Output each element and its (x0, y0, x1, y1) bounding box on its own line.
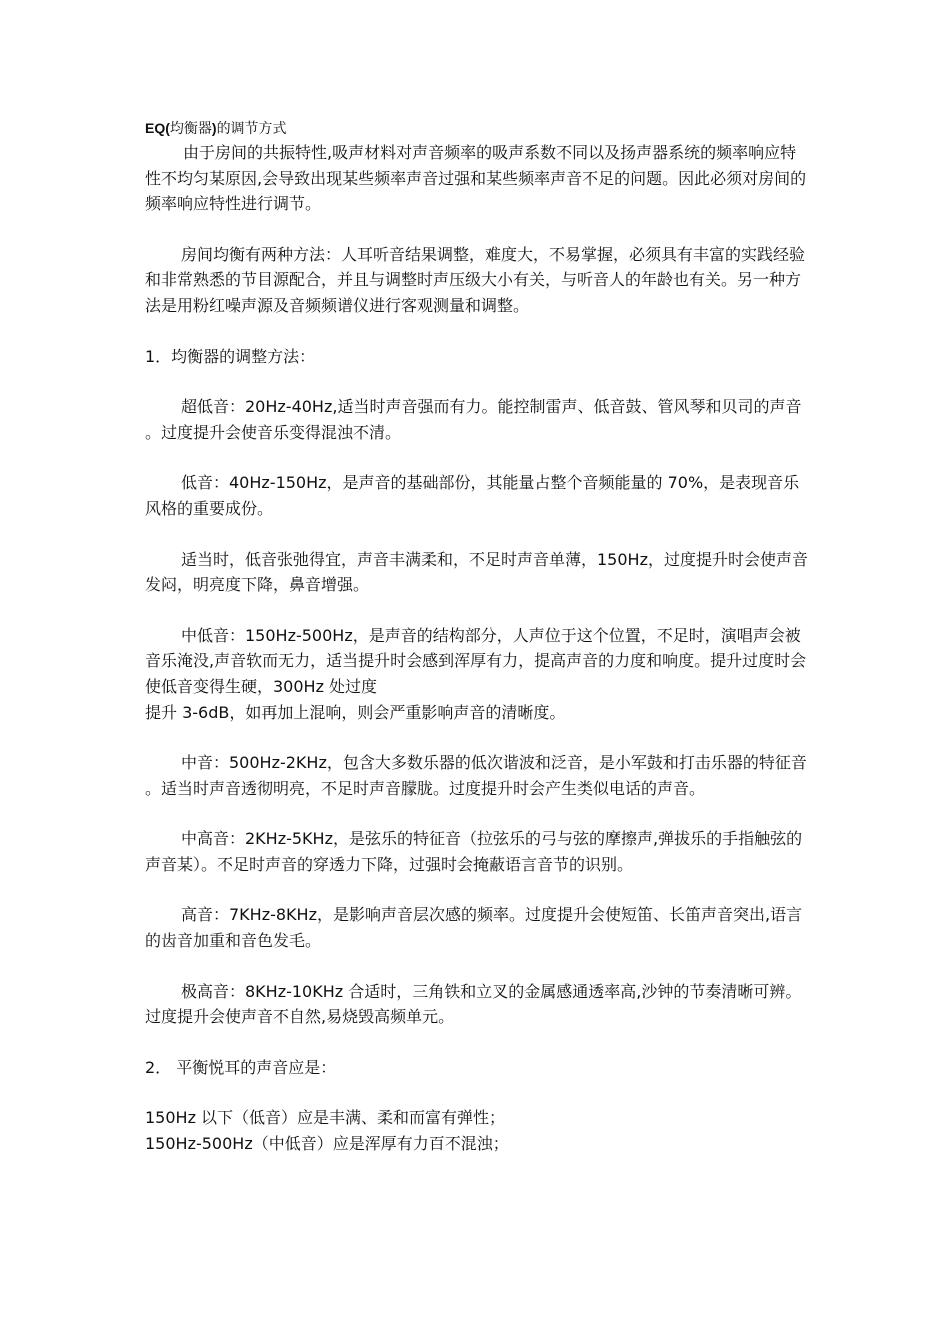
intro-paragraph: 由于房间的共振特性,吸声材料对声音频率的吸声系数不同以及扬声器系统的频率响应特性不均匀某原因,会导致出现某些频率声音过强和某些频率声音不足的问题。因此必须对房间的频率响应特性进行调节。 (145, 143, 807, 214)
low-paragraph: 低音：40Hz-150Hz，是声音的基础部份，其能量占整个音频能量的 70%，是表现音乐风格的重要成份。 (145, 473, 800, 518)
balance-item-1: 150Hz 以下（低音）应是丰满、柔和而富有弹性； (145, 1108, 506, 1128)
mid-high-paragraph: 中高音：2KHz-5KHz，是弦乐的特征音（拉弦乐的弓与弦的摩擦声,弹拔乐的手指触弦的声音某）。不足时声音的穿透力下降，过强时会掩蔽语言音节的识别。 (145, 829, 803, 874)
methods-paragraph: 房间均衡有两种方法：人耳听音结果调整，难度大，不易掌握，必须具有丰富的实践经验和非常熟悉的节目源配合，并且与调整时声压级大小有关，与听音人的年龄也有关。另一种方法是用粉红噪声源及音频频谱仪进行客观测量和调整。 (145, 244, 806, 315)
low-detail-paragraph: 适当时，低音张弛得宜，声音丰满柔和，不足时声音单薄，150Hz，过度提升时会使声音发闷，明亮度下降，鼻音增强。 (145, 549, 808, 595)
section-2-heading: 2． 平衡悦耳的声音应是： (145, 1057, 337, 1077)
high-paragraph: 高音：7KHz-8KHz，是影响声音层次感的频率。过度提升会使短笛、长笛声音突出,语言的齿音加重和音色发毛。 (145, 905, 803, 951)
title-bold-word: 均衡器 (169, 121, 212, 137)
section-1-heading: 1．均衡器的调整方法： (145, 346, 316, 366)
mid-low-paragraph-continuation: 提升 3-6dB，如再加上混响，则会严重影响声音的清晰度。 (145, 702, 566, 722)
ultra-high-paragraph: 极高音：8KHz-10KHz 合适时，三角铁和立叉的金属感通透率高,沙钟的节奏清晰可辨。过度提升会使声音不自然,易烧毁高频单元。 (145, 981, 802, 1027)
balance-item-2: 150Hz-500Hz（中低音）应是浑厚有力百不混浊； (145, 1134, 509, 1154)
mid-low-paragraph: 中低音：150Hz-500Hz，是声音的结构部分，人声位于这个位置，不足时，演唱声会被音乐淹没,声音软而无力，适当提升时会感到浑厚有力，提高声音的力度和响度。提升过度时会使低音变得生硬，300Hz 处过度 (145, 625, 807, 696)
mid-low-block (145, 623, 810, 725)
document-title (145, 118, 810, 138)
title-bold-close: ) (211, 120, 217, 136)
ultra-low-paragraph: 超低音：20Hz-40Hz,适当时声音强而有力。能控制雷声、低音鼓、管风琴和贝司的声音。过度提升会使音乐变得混浊不清。 (145, 397, 802, 442)
title-bold-prefix: EQ( (145, 120, 170, 136)
document-page (145, 118, 810, 1157)
title-rest: 的调节方式 (216, 121, 287, 137)
mid-paragraph: 中音：500Hz-2KHz，包含大多数乐器的低次谐波和泛音，是小军鼓和打击乐器的特征音。适当时声音透彻明亮，不足时声音朦胧。过度提升时会产生类似电话的声音。 (145, 753, 807, 798)
